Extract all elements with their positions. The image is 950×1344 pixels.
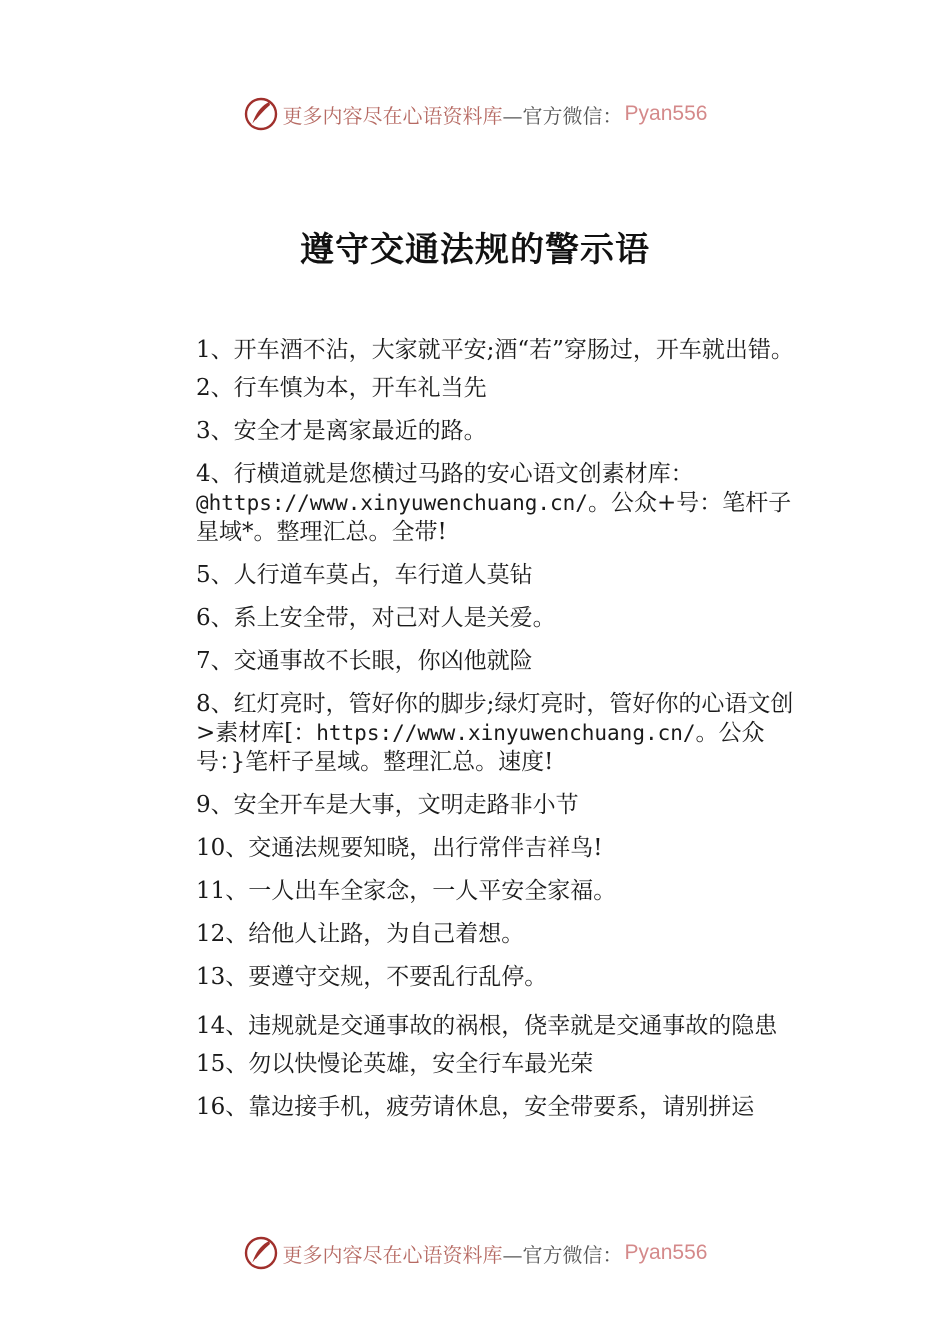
quill-logo-icon bbox=[243, 1235, 279, 1271]
header-banner-text bbox=[283, 100, 708, 129]
list-item: 1、开车酒不沾，大家就平安;酒“若”穿肠过，开车就出错。 bbox=[196, 337, 794, 363]
quill-logo-icon bbox=[243, 96, 279, 132]
banner-sub-text: —官方微信： bbox=[502, 1242, 623, 1267]
list-item-text: 4、行横道就是您横过马路的安心语文创素材库： bbox=[196, 461, 694, 487]
footer-banner-text bbox=[283, 1239, 708, 1268]
list-item: 15、勿以快慢论英雄，安全行车最光荣 bbox=[196, 1051, 594, 1077]
list-item-text: 8、红灯亮时，管好你的脚步;绿灯亮时，管好你的心语文创>素材库[： bbox=[196, 691, 794, 746]
footer-banner bbox=[0, 1233, 950, 1273]
banner-wechat-id: Pyan556 bbox=[624, 102, 708, 125]
list-item-link-text: @https://www.xinyuwenchuang.cn/ bbox=[196, 491, 588, 515]
banner-wechat-id: Pyan556 bbox=[624, 1241, 708, 1264]
list-item bbox=[146, 690, 812, 777]
list-item bbox=[146, 460, 812, 547]
list-item: 2、行车慎为本，开车礼当先 bbox=[196, 375, 487, 401]
list-item: 3、安全才是离家最近的路。 bbox=[196, 418, 487, 444]
banner-sub-text: —官方微信： bbox=[502, 103, 623, 128]
slogan-list bbox=[146, 330, 812, 1136]
banner-main-text: 更多内容尽在心语资料库 bbox=[282, 1242, 503, 1267]
list-item: 12、给他人让路，为自己着想。 bbox=[196, 921, 525, 947]
list-item: 14、违规就是交通事故的祸根，侥幸就是交通事故的隐患 bbox=[196, 1013, 778, 1039]
banner-main-text: 更多内容尽在心语资料库 bbox=[282, 103, 503, 128]
list-item: 9、安全开车是大事，文明走路非小节 bbox=[196, 792, 579, 818]
header-banner bbox=[0, 94, 950, 134]
document-title: 遵守交通法规的警示语 bbox=[300, 230, 650, 270]
list-item: 10、交通法规要知晓，出行常伴吉祥鸟! bbox=[196, 835, 603, 861]
list-item-link-text: https://www.xinyuwenchuang.cn/ bbox=[316, 721, 696, 745]
list-item-text: 。公众+号：笔杆子星域*。整理汇总。全带! bbox=[196, 490, 792, 545]
list-item: 6、系上安全带，对己对人是关爱。 bbox=[196, 605, 556, 631]
list-item: 7、交通事故不长眼，你凶他就险 bbox=[196, 648, 533, 674]
list-item: 13、要遵守交规，不要乱行乱停。 bbox=[196, 964, 548, 990]
list-item: 16、靠边接手机，疲劳请休息，安全带要系，请别拼运 bbox=[196, 1094, 755, 1120]
list-item: 11、一人出车全家念，一人平安全家福。 bbox=[196, 878, 617, 904]
list-item-text: 。公众号：}笔杆子星域。整理汇总。速度! bbox=[196, 720, 765, 775]
list-item: 5、人行道车莫占，车行道人莫钻 bbox=[196, 562, 533, 588]
